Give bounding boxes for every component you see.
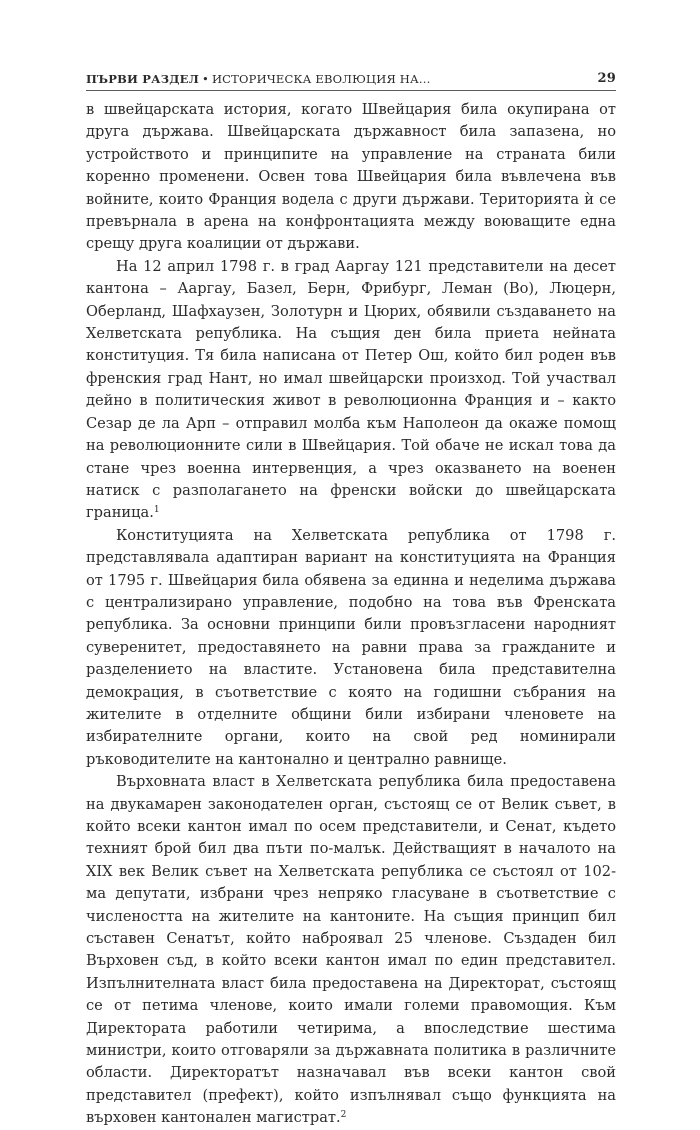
paragraph <box>86 99 616 256</box>
paragraph-text: На 12 април 1798 г. в град Ааргау 121 представители на десет кантона – Ааргау, Базел, Берн, Фрибург, Леман (Во), Люцерн, Оберланд, Шафхаузен, Золотурн и Цюрих, обявили създаването на Хелветската република. На същия ден била приета нейната конституция. Тя била написана от Петер Ош, който бил роден във френския град Нант, но имал швейцарски произход. Той участвал дейно в политическия живот в революционна Франция и – както Сезар де ла Арп – отправил молба към Наполеон да окаже помощ на революционните сили в Швейцария. Той обаче не искал това да стане чрез военна интервенция, а чрез оказването на военен натиск с разполагането на френски войски до швейцарската граница. <box>86 257 616 522</box>
footnote-marker[interactable]: 1 <box>153 505 160 516</box>
paragraph <box>86 525 616 771</box>
paragraph <box>86 256 616 525</box>
running-header-title <box>86 72 431 86</box>
footnote-marker[interactable]: 2 <box>340 1110 347 1121</box>
book-page <box>86 66 616 1130</box>
header-separator: • <box>201 72 209 86</box>
page-number: 29 <box>597 71 616 86</box>
running-header <box>86 66 616 91</box>
body-text <box>86 99 616 1130</box>
paragraph-text: в швейцарската история, когато Швейцария била окупирана от друга държава. Швейцарската държавност била запазена, но устройството и принципите на управление на страната били коренно променени. Освен това Швейцария била въвлечена във войните, които Франция водела с други държави. Територията ѝ се превърнала в арена на конфронтацията между воюващите една срещу друга коалиции от държави. <box>86 101 616 253</box>
part-title: ПЪРВИ РАЗДЕЛ <box>86 72 199 86</box>
paragraph-text: Конституцията на Хелветската република от 1798 г. представлявала адаптиран вариант на конституцията на Франция от 1795 г. Швейцария била обявена за единна и неделима държава с централизирано управление, подобно на това във Френската република. За основни принципи били провъзгласени народният суверенитет, предоставянето на равни права за гражданите и разделението на властите. Установена била представителна демокрация, в съответствие с която на годишни събрания на жителите в отделните общини били избирани членовете на избирателните органи, които на свой ред номинирали ръководителите на кантонално и централно равнище. <box>86 526 616 768</box>
paragraph-text: Върховната власт в Хелветската република била предоставена на двукамарен законодателен орган, състоящ се от Велик съвет, в който всеки кантон имал по осем представители, и Сенат, където техният брой бил два пъти по-малък. Действащият в началото на XIX век Велик съвет на Хелветската република се състоял от 102-ма депутати, избрани чрез непряко гласуване в съответствие с числеността на жителите на кантоните. На същия принцип бил съставен Сенатът, който наброявал 25 членове. Създаден бил Върховен съд, в който всеки кантон имал по един представител. Изпълнителната власт била предоставена на Директорат, състоящ се от петима членове, които имали големи правомощия. Към Директората работили четирима, а впоследствие шестима министри, които отговаряли за държавната политика в различните области. Директоратът назначавал във всеки кантон свой представител (префект), който изпълнявал също функцията на върховен кантонален магистрат. <box>86 773 616 1127</box>
paragraph <box>86 771 616 1130</box>
chapter-title: ИСТОРИЧЕСКА ЕВОЛЮЦИЯ НА... <box>211 72 431 86</box>
